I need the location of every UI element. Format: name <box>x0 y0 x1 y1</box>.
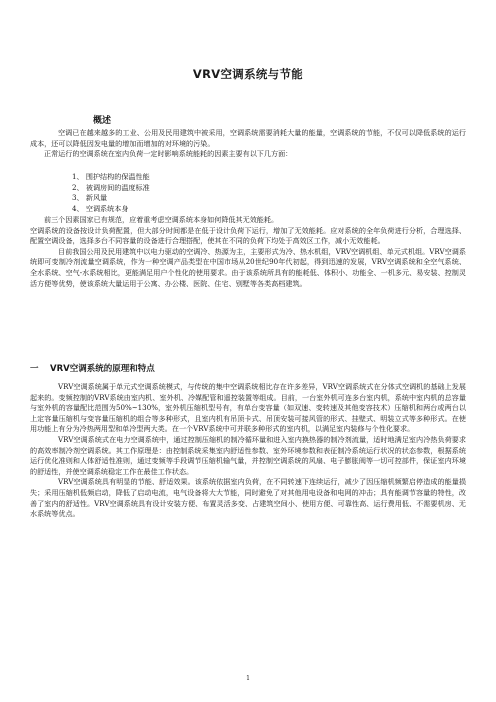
list-item: 1、 围护结构的保温性能 <box>72 172 150 181</box>
section-number: 一 <box>30 364 39 374</box>
intro-text-1: 空调已在越来越多的工业、公用及民用建筑中被采用，空调系统需要消耗大量的能量，空调系统的节能，不仅可以降低系统的运行成本，还可以降低因发电量的增加而增加的对环境的污染。 <box>30 128 466 148</box>
section-body <box>30 382 466 520</box>
intro-text-3: 前三个因素国家已有规范，应着重考虑空调系统本身如何降低其无效能耗。 <box>44 215 279 224</box>
document-title: VRV空调系统与节能 <box>192 67 304 81</box>
list-item: 2、 被调房间的温度标准 <box>72 182 150 192</box>
page-number: 1 <box>246 675 250 682</box>
abstract-heading: 概述 <box>93 116 112 126</box>
intro-paragraph-1 <box>30 128 466 160</box>
intro-text-4: 空调系统的设备按设计负荷配置，但大部分时间都是在低于设计负荷下运行，增加了无效能耗。应对系统的全年负荷进行分析，合理选择、配置空调设备，选择多台不同容量的设备进行合理搭配，使其在不同的负荷下均处于高效区工作，减小无效能耗。 <box>30 225 466 246</box>
intro-text-5: 目前我国公用及民用建筑中以电力驱动的空调冷、热源为主，主要形式为冷、热水机组，VRV空调机组、单元式机组。VRV空调系统即可变制冷剂流量空调系统，作为一种空调产品类型在中国市场从20世纪90年代初起，得到迅速的发展，VRV空调系统和全空气系统、全水系统、空气-水系统相比，更能满足用户个性化的使用要求。由于该系统所具有的能耗低、体积小、功能全、一机多元、易安装、控制灵活方便等优势，使该系统大量运用于公寓、办公楼、医院、住宅、别墅等各类高档建筑。 <box>30 246 466 288</box>
section-heading <box>30 362 155 374</box>
intro-text-2: 正常运行的空调系统在室内负荷一定时影响系统能耗的因素主要有以下几方面： <box>44 149 293 159</box>
section-text-2: VRV空调系统式在电力空调系统中，通过控制压缩机的制冷循环量和进入室内换热器的制冷剂流量，适时地满足室内冷热负荷要求的高效率制冷剂空调系统。其工作原理是：由控制系统采集室内舒适性参数、室外环境参数和表征制冷系统运行状况的状态参数，根据系统运行优化准则和人体舒适性准则，通过变频等手段调节压缩机输气量，并控制空调系统的风扇、电子膨胀阀等一切可控部件，保证室内环境的舒适性，并使空调系统稳定工作在最佳工作状态。 <box>30 434 466 476</box>
list-item: 3、 新风量 <box>72 193 108 203</box>
section-text-3: VRV空调系统具有明显的节能、舒适效果。该系统依据室内负荷，在不同转速下连续运行，减少了因压缩机频繁启停造成的能量损失；采用压缩机低频启动，降低了启动电流，电气设备将大大节能，同时避免了对其他用电设备和电网的冲击；具有能调节容量的特性，改善了室内的舒适性。VRV空调系统具有设计安装方便、布置灵活多变、占建筑空间小、使用方便、可靠性高、运行费用低、不需要机房、无水系统等优点。 <box>30 477 466 519</box>
section-text-1: VRV空调系统属于单元式空调系统模式，与传统的集中空调系统相比存在许多差异，VRV空调系统式在分体式空调机的基础上发展起来的。变频控制的VRV系统由室内机、室外机、冷媒配管和遥控装置等组成。目前，一台室外机可连多台室内机，系统中室内机的总容量与室外机的容量配比范围为50%~130%，室外机压缩机型号有，有单台变容量（如双速、变转速及其他变容技术）压缩机和两台或两台以上定容量压缩机与变容量压缩机的组合等多种形式，且室内机有吊顶卡式、吊顶安装可接风管的形式、挂壁式、明装立式等多种形式。在使用功能上有分为冷热两用型和单冷型两大类。在一个VRV系统中可并联多种形式的室内机，以满足室内装修与个性化要求。 <box>30 382 466 434</box>
section-title: VRV空调系统的原理和特点 <box>50 364 155 374</box>
intro-paragraph-2 <box>30 215 466 289</box>
list-item: 4、 空调系统本身 <box>72 203 129 213</box>
factor-list <box>72 172 150 214</box>
